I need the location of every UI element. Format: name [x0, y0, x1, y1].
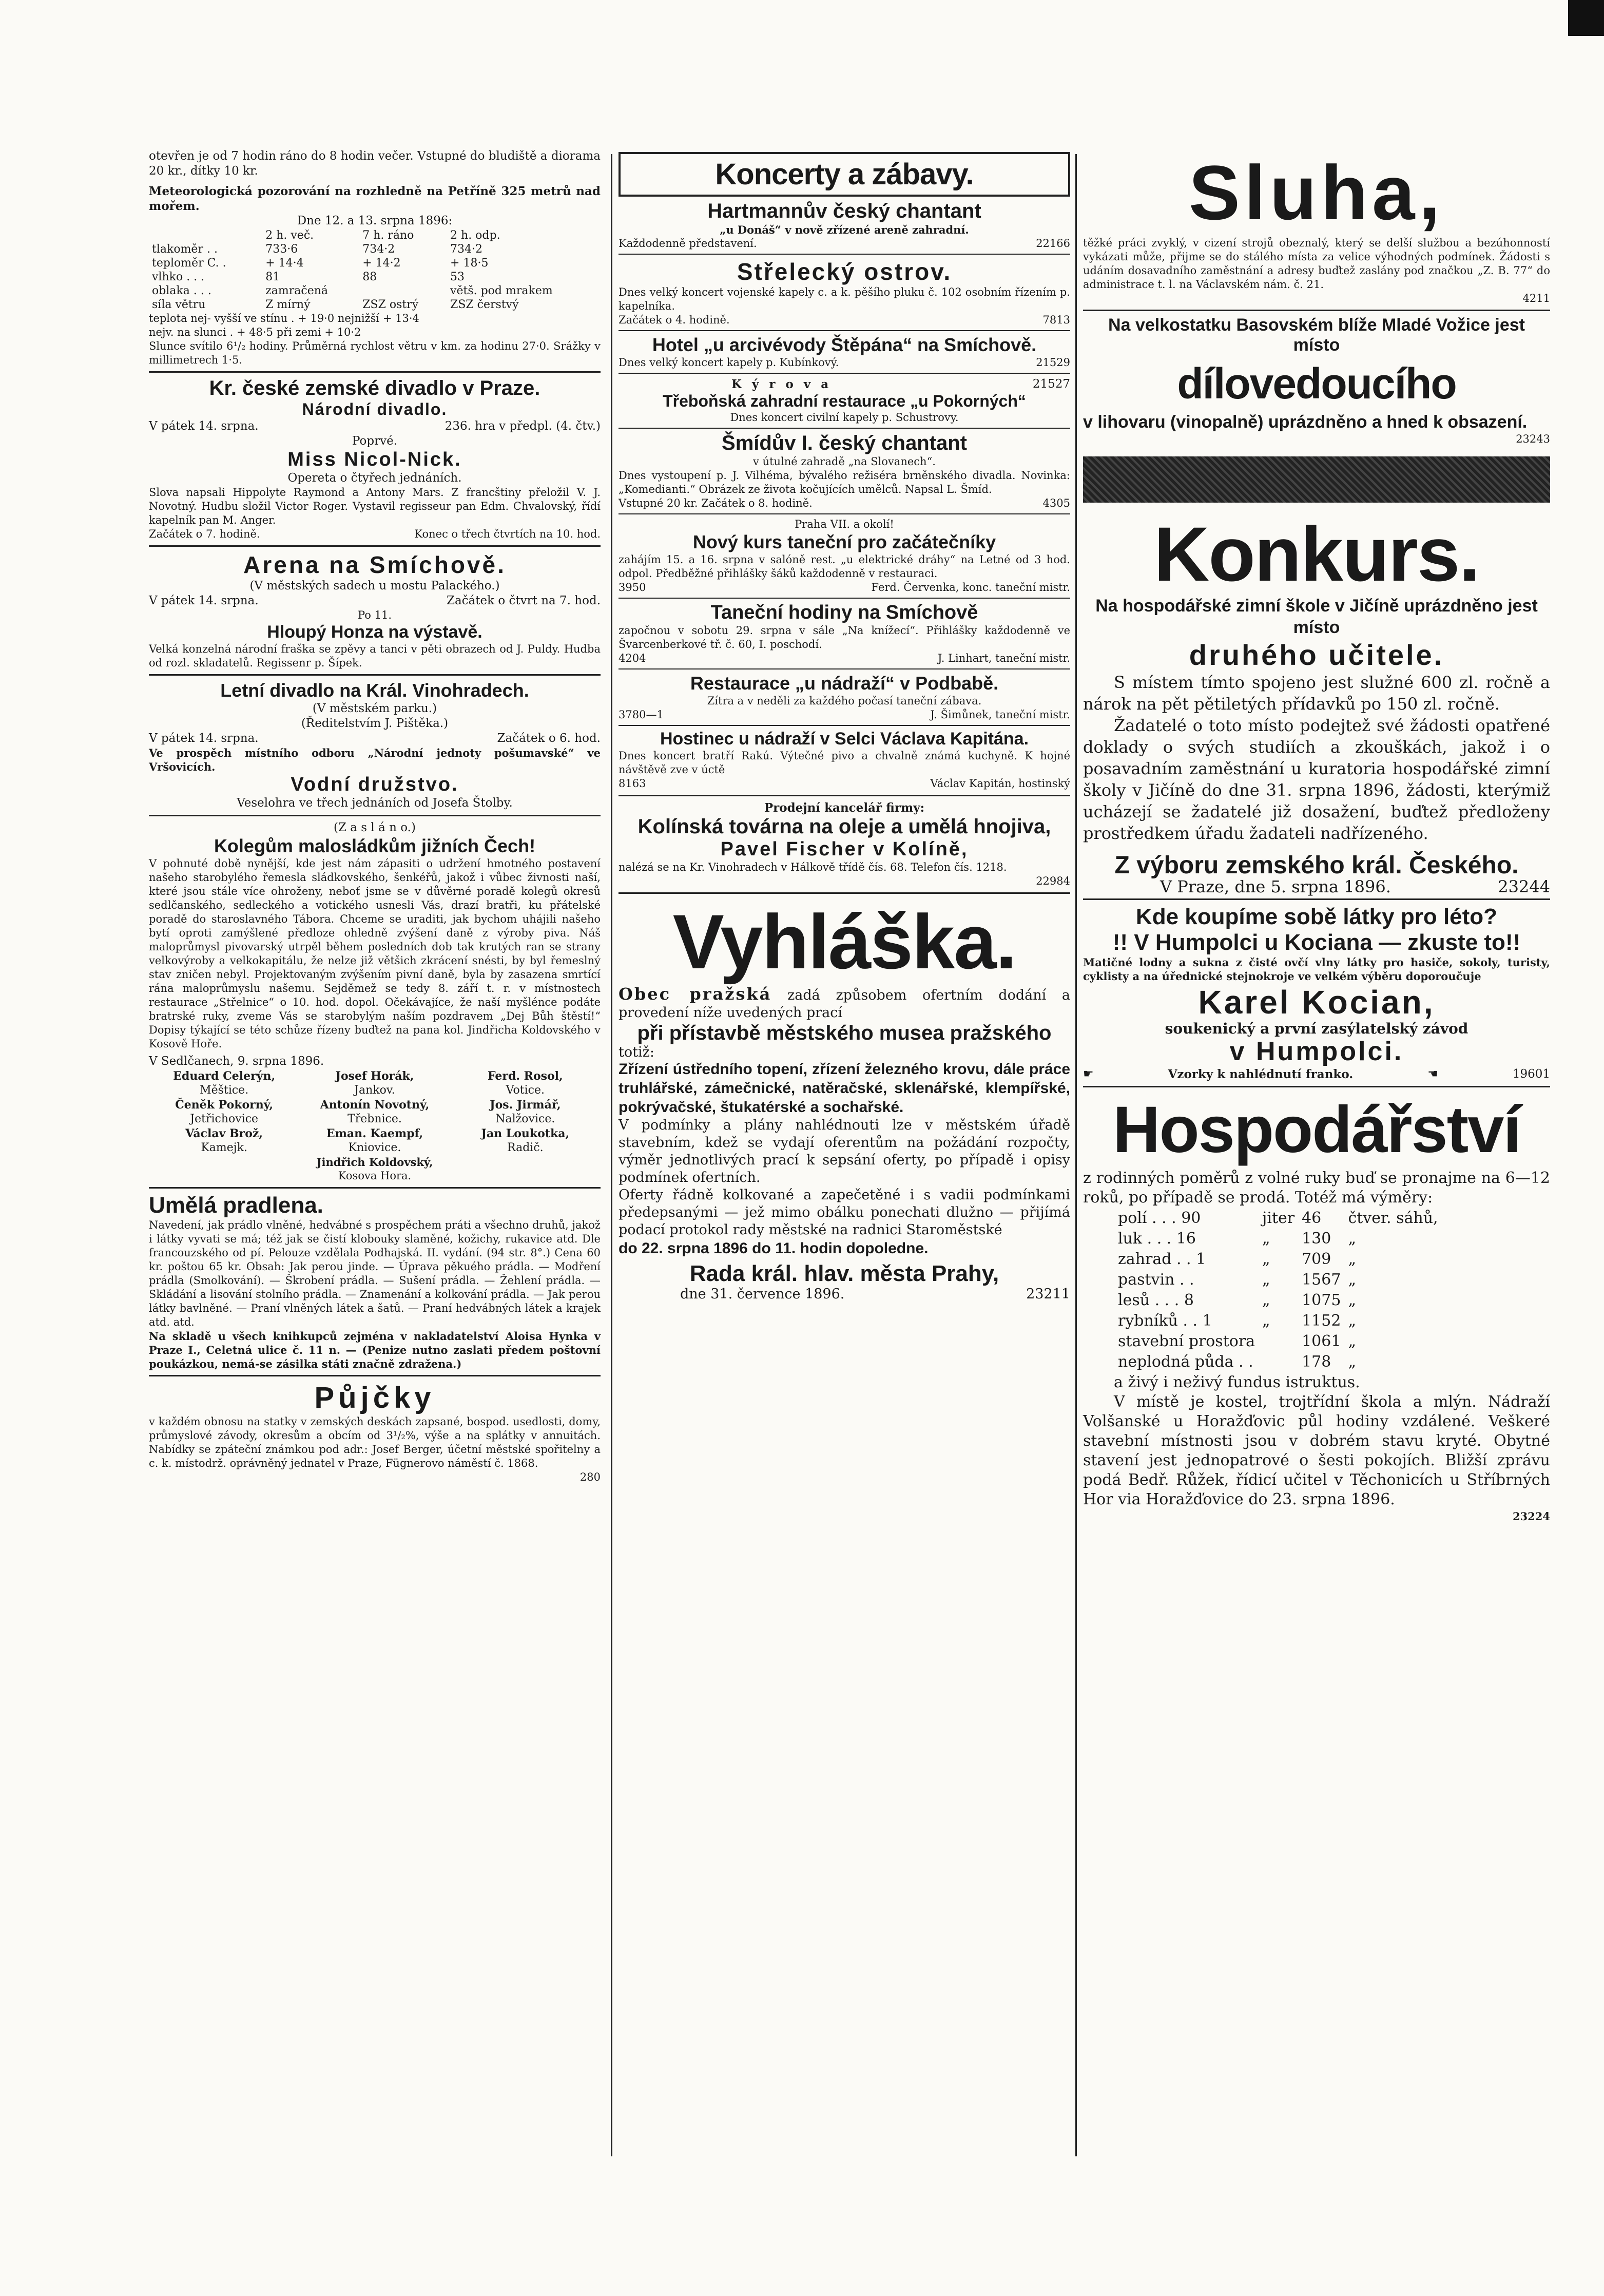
letni-note: Ve prospěch místního odboru „Národní jednoty pošumavské“ ve Vršovicích. [149, 747, 601, 773]
measure-cell: „ [1262, 1291, 1270, 1309]
measure-cell: 1152 [1302, 1312, 1341, 1330]
divider [619, 795, 1070, 796]
nadrazi-num: 3780—1 [619, 709, 664, 721]
divider [149, 815, 601, 816]
meteo-cell: 53 [450, 271, 465, 283]
pradlena-sale: Na skladě u všech knihkupců zejména v nakladatelství Aloisa Hynka v Praze I., Celetná ulice č. 11 n. — (Penize nutno zaslati předem poštovní poukázkou, nemá-se zásilka státi značně zdražena.) [149, 1330, 601, 1370]
hartmann-sub: „u Donáš“ v nově zřízené areně zahradní. [720, 223, 969, 236]
kyrova-title: K ý r o v a [731, 377, 832, 391]
column-rule [611, 154, 612, 2156]
signatory: Eman. Kaempf, [326, 1127, 423, 1140]
vyhlaska-totiz: totiž: [619, 1044, 654, 1060]
meteo-cell: síla větru [152, 298, 206, 311]
divider [619, 513, 1070, 514]
measure-row [1115, 1270, 1441, 1290]
konkurs-from: Z výboru zemského král. Českého. [1114, 852, 1519, 879]
column-right [1083, 149, 1550, 1523]
kolegum-body: V pohnuté době nynější, kde jest nám zápasiti o udržení hmotného postavení našeho starobylého řemesla sládkovského, šenkéřů, jakož i vůbec živnosti naší, které jsou stále více ohroženy, neboť jsme se v důvěrné poradě kolegů okresů sedlčanského, sedleckého a votického usnesli Vás, drazí bratři, ku přátelské poradě do staroslavného Tábora. Chceme se uraditi, jak bychom uhájili našeho bytí oproti zamýšlené předloze ohledně zvýšení daně z výroby piva. Náš maloprůmysl pivovarský utrpěl během posledních dob tak krutých ran se strany velkovýroby a velkokapitálu, že nelze již většich zkrácení snésti, by byl řemeslný stav zničen nebyl. Projektovaným zvýšením pivní daně, byla by zasazena smrtící rána maloprůmyslu našemu. Sejděmež se tedy 8. září t. r. v místnostech restaurace „Střelnice“ o 10. hod. dopol. Očekávajíce, že naší myšlénce podáte bratrské ruky, zveme Vás se starobylým naším pozdravem „Dej Bůh štěstí!“ Dopisy týkající se této schůze řízeny buďtež na pana kol. Jindřicha Koldovského v Kosově Hoře. [149, 857, 601, 1050]
letni-sub: (V městském parku.) [312, 702, 437, 715]
trebonska-body: Dnes koncert civilní kapely p. Schustrovy. [730, 411, 959, 424]
measure-cell: „ [1262, 1230, 1270, 1248]
hostinec-num: 8163 [619, 777, 646, 790]
meteo-row [149, 298, 601, 312]
measure-row [1115, 1332, 1441, 1351]
hosp-body: V místě je kostel, trojtřídní škola a mlýn. Nádraží Volšanské u Horažďovic půl hodiny vzdálené. Veškeré stavební místnosti jsou v dobrém stavu kryté. Obytné stavení jest jednopatrové o šesti pokojích. Bližší zprávu podá Bedř. Růžek, řídicí učitel v Těchonicích u Stříbrných Hor via Horažďovice do 23. srpna 1896. [1083, 1393, 1550, 1508]
signatory: Václav Brož, [185, 1127, 263, 1140]
tanecni-body: započnou v sobotu 29. srpna v sále „Na knížecí“. Přihlášky každodenně ve Švarcenberkové tř. č. 60, I. poschodí. [619, 624, 1070, 650]
signatory-place: Kniovice. [348, 1141, 401, 1154]
strelecky-body: Dnes velký koncert vojenské kapely c. a k. pěšího pluku č. 102 osobním řízením p. kapelníka. [619, 286, 1070, 312]
signatory-place: Jankov. [354, 1084, 395, 1097]
theatre-end: Konec o třech čtvrtích na 10. hod. [414, 528, 601, 540]
koncerty-banner [619, 152, 1070, 197]
meteo-shine: Slunce svítilo 6¹/₂ hodiny. Průměrná rychlost větru v km. za hodinu 27·0. Srážky v millimetrech 1·5. [149, 340, 601, 366]
signatory: Josef Horák, [335, 1069, 414, 1083]
kolin-title: Kolínská továrna na oleje a umělá hnojiva, [637, 815, 1051, 838]
vyhlaska-intro: zadá způsobem ofertním dodání a provedení níže uvedených prací [619, 987, 1071, 1021]
zaslano-label: (Z a s l á n o.) [334, 821, 416, 834]
measure-cell: 130 [1302, 1230, 1331, 1248]
letni-desc: Veselohra ve třech jednáních od Josefa Štolby. [237, 796, 513, 810]
measure-cell: „ [1262, 1250, 1270, 1268]
meteo-title: Meteorologická pozorování na rozhledně na Petříně 325 metrů nad mořem. [149, 184, 601, 213]
vyhlaska-rada: Rada král. hlav. města Prahy, [689, 1261, 999, 1286]
signatories-table [149, 1069, 601, 1155]
hostinec-sign: Václav Kapitán, hostinský [930, 777, 1070, 790]
theatre-credits: Slova napsali Hippolyte Raymond a Antony Mars. Z francštiny přeložil V. J. Novotný. Hudbu složil Victor Roger. Vystavil regisseur pan Edm. Chvalovský, řídí kapelník pan M. Anger. [149, 486, 601, 526]
vyhlaska-body2: Oferty řádně kolkované a zapečetěné i s vadii podmínkami předepsanými — jež mimo obálku ponechati dlužno — přijímá podací protokol rady městské na radnici Staroměstské [619, 1187, 1070, 1238]
lihovar-intro: Na velkostatku Basovském blíže Mladé Vožice jest místo [1108, 315, 1525, 355]
hartmann-title: Hartmannův český chantant [707, 200, 981, 222]
measure-cell: 46 [1302, 1209, 1322, 1227]
strelecky-start: Začátek o 4. hodině. [619, 314, 730, 326]
tanecni-sign: J. Linhart, taneční mistr. [937, 652, 1070, 664]
measure-cell: „ [1348, 1312, 1356, 1330]
measure-cell: „ [1348, 1250, 1356, 1268]
divider [149, 674, 601, 676]
divider [149, 371, 601, 373]
hotel-num: 21529 [1036, 356, 1070, 369]
signatory-place: Třebnice. [347, 1113, 402, 1125]
arena-po: Po 11. [358, 609, 392, 621]
konkurs-num: 23244 [1498, 877, 1550, 896]
kocian-firm: soukenický a první zasýlatelský závod [1165, 1020, 1468, 1037]
konkurs-intro: Na hospodářské zimní škole v Jičíně uprázdněno jest místo [1095, 596, 1538, 637]
meteo-header: 7 h. ráno [362, 229, 414, 242]
theatre-date: V pátek 14. srpna. [149, 419, 259, 433]
konkurs-post: druhého učitele. [1189, 639, 1444, 671]
meteo-dates: Dne 12. a 13. srpna 1896: [297, 214, 453, 227]
koncerty-title: Koncerty a zábavy. [715, 158, 974, 191]
kocian-name: Karel Kocian, [1198, 984, 1435, 1021]
measure-cell: „ [1262, 1312, 1270, 1330]
pujcky-body: v každém obnosu na statky v zemských deskách zapsané, bospod. usedlosti, domy, průmyslové závody, okresům a obcím od 3¹/₂%, výše a na splátky v annuitách. Nabídky se zpáteční známkou pod adr.: Josef Berger, účetní městské spořitelny a c. k. místodrž. oprávněný jednatel v Praze, Fügnerovo náměstí č. 1868. [149, 1415, 601, 1469]
meteo-cell: 734·2 [450, 243, 483, 256]
kocian-samples: Vzorky k nahlédnutí franko. [1168, 1067, 1354, 1081]
measure-row [1115, 1311, 1441, 1331]
vyhlaska-works: Zřízení ústředního topení, zřízení železného krovu, dále práce truhlářské, zámečnické, natěračské, sklenářské, klempířské, pokrývačské, štukatérské a sochařské. [619, 1061, 1070, 1116]
meteo-sun: nejv. na slunci . + 48·5 při zemi + 10·2 [149, 326, 361, 338]
meteo-cell: 88 [362, 271, 377, 283]
signatory-place: Nalžovice. [495, 1113, 555, 1125]
measure-cell: jiter [1262, 1209, 1295, 1227]
meteo-header: 2 h. več. [265, 229, 314, 242]
meteo-cell: oblaka . . . [152, 284, 211, 297]
meteo-cell: ZSZ čerstvý [450, 298, 519, 311]
signatory-place: Jetřichovice [190, 1113, 259, 1125]
hotel-body: Dnes velký koncert kapely p. Kubínkový. [619, 356, 839, 369]
letni-date: V pátek 14. srpna. [149, 732, 259, 745]
smid-body: Dnes vystoupení p. J. Vilhéma, bývalého režiséra brněnského divadla. Novinka: „Komedianti.“ Obrázek ze života kočujících umělců. Napsal L. Šmíd. [619, 469, 1070, 495]
meteo-row [149, 242, 601, 256]
kocian-body: Matičné lodny a sukna z čisté ovčí vlny látky pro hasiče, sokoly, turisty, cyklisty a na úřednické stejnokroje ve velkém výběru doporoučuje [1083, 956, 1550, 983]
hosp-num: 23224 [1512, 1510, 1550, 1523]
pointing-hand-icon: ☚ [1427, 1067, 1438, 1081]
kolin-firm: Pavel Fischer v Kolíně, [720, 838, 969, 860]
vyhlaska-obec: Obec pražská [619, 984, 772, 1004]
divider [619, 428, 1070, 429]
kurs-title: Nový kurs taneční pro začátečníky [692, 531, 996, 552]
hostinec-body: Dnes koncert bratří Rakú. Výtečné pivo a chvalně známá kuchyně. K hojné návštěvě zve v úctě [619, 750, 1070, 776]
measure-cell: 178 [1302, 1353, 1331, 1371]
hosp-inventar: a živý i neživý fundus istruktus. [1114, 1373, 1360, 1391]
divider [149, 1375, 601, 1376]
measure-cell: „ [1348, 1230, 1356, 1248]
hotel-title: Hotel „u arcivévody Štěpána“ na Smíchově. [652, 334, 1037, 355]
vyhlaska-body1: V podmínky a plány nahlédnouti lze v městském úřadě stavebním, kdež se vydají oferentům na požádání rozpočty, výměr jednotlivých prací k sepsání oferty, po případě i opisy podmínek ofertních. [619, 1117, 1070, 1185]
letni-title: Letní divadlo na Král. Vinohradech. [220, 680, 529, 701]
smid-num: 4305 [1042, 497, 1070, 509]
meteo-cell: větš. pod mrakem [450, 284, 553, 297]
meteo-header [149, 228, 262, 242]
meteo-cell: ZSZ ostrý [362, 298, 419, 311]
pradlena-title: Umělá pradlena. [149, 1193, 323, 1218]
measure-cell: 1567 [1302, 1271, 1341, 1289]
measure-row [1115, 1250, 1441, 1269]
theatre-title: Kr. české zemské divadlo v Praze. [209, 377, 540, 399]
column-rule [1075, 154, 1077, 2156]
measure-cell: pastvin . . [1118, 1271, 1194, 1289]
kolin-num: 22984 [1036, 875, 1070, 887]
meteo-row [149, 270, 601, 284]
meteo-cell: vlhko . . . [152, 271, 205, 283]
kurs-num: 3950 [619, 581, 646, 594]
meteo-cell: zamračená [265, 284, 328, 297]
meteo-cell: Z mírný [265, 298, 311, 311]
measure-cell [1259, 1352, 1298, 1372]
divider [619, 892, 1070, 894]
kocian-question: Kde koupíme sobě látky pro léto? [1135, 904, 1498, 929]
kolin-office: Prodejní kancelář firmy: [764, 801, 925, 815]
meteo-cell: + 18·5 [450, 257, 489, 270]
meteo-row [149, 256, 601, 270]
meteo-cell: 81 [265, 271, 280, 283]
column-left [149, 149, 601, 1484]
vyhlaska-heading: při přístavbě městského musea pražského [637, 1022, 1052, 1044]
divider [619, 254, 1070, 255]
smid-title: Šmídův I. český chantant [722, 432, 967, 454]
theatre-perf: 236. hra v předpl. (4. čtv.) [445, 419, 601, 433]
theatre-desc: Opereta o čtyřech jednáních. [287, 471, 462, 485]
konkurs-body2: Žadatelé o toto místo podejtež své žádosti opatřené doklady o svých studiích a zkouškách, jakož i o posavadním zaměstnání u kuratoria hospodářské zimní školy v Jičíně do dne 31. srpna 1896, žádosti, kterýmiž ucházejí se žadatelé již dosažení, buďtež předloženy prostředkem úřadu žadateli nadřízeného. [1083, 716, 1550, 843]
pradlena-body: Navedení, jak prádlo vlněné, hedvábné s prospěchem práti a všechno druhů, jakož i látky vyvati se má; též jak se čistí klobouky slaměné, kožichy, rukavice atd. Dle francouzského od pí. Pelouze vzdělala Podhajská. II. vydání. (94 str. 8°.) Cena 60 kr. poštou 65 kr. Obsah: Jak perou jinde. — Úprava pěkuého prádla. — Modření prádla (Smolkování). — Škrobení prádla. — Sušení prádla. — Žehlení prádla. — Skládání a lisování stolního prádla. — Znamenání a kolkování prádla. — Jak perou látky bavlněné. — Praní vlněných látek a šatů. — Praní hedvábných látek a krajek atd. atd. [149, 1219, 601, 1328]
kurs-addr: Praha VII. a okolí! [795, 518, 894, 530]
divider [149, 1187, 601, 1189]
divider [619, 330, 1070, 331]
kyrova-num: 21527 [1032, 377, 1070, 391]
signatory: Antonín Novotný, [320, 1098, 430, 1112]
konkurs-body1: S místem tímto spojeno jest služné 600 zl. ročně a nárok na pět pětiletých přídavků po 150 zl. ročně. [1083, 673, 1550, 714]
sluha-num: 4211 [1522, 292, 1550, 304]
signatory-place: Kamejk. [201, 1141, 247, 1154]
measure-cell: zahrad . . 1 [1118, 1250, 1206, 1268]
divider [1083, 898, 1550, 900]
measure-cell: lesů . . . 8 [1118, 1291, 1194, 1309]
vyhlaska-date: dne 31. července 1896. [680, 1286, 845, 1302]
measure-row [1115, 1352, 1441, 1372]
sluha-title: Sluha, [1188, 149, 1445, 236]
signatory: Ferd. Rosol, [487, 1069, 563, 1083]
theatre-play: Miss Nicol-Nick. [287, 449, 462, 470]
nadrazi-title: Restaurace „u nádraží“ v Podbabě. [690, 673, 999, 694]
theatre-sub: Národní divadlo. [302, 400, 448, 418]
meteo-table [149, 228, 601, 312]
arena-start: Začátek o čtvrt na 7. hod. [447, 594, 601, 607]
hosp-intro: z rodinných poměrů z volné ruky buď se pronajme na 6—12 roků, po případě se prodá. Totéž má výměry: [1083, 1169, 1550, 1207]
meteo-cell: 733·6 [265, 243, 298, 256]
signatory-place: Měštice. [200, 1084, 249, 1097]
kocian-city: v Humpolci. [1229, 1037, 1404, 1066]
measure-cell: 1061 [1302, 1332, 1341, 1350]
meteo-cell: tlakoměr . . [152, 243, 218, 256]
nadrazi-body: Zítra a v neděli za každého počasí taneční zábava. [707, 695, 982, 707]
measure-cell: neplodná půda . . [1118, 1353, 1253, 1371]
smid-entry: Vstupné 20 kr. Začátek o 8. hodině. [619, 497, 813, 509]
column-middle [619, 149, 1070, 1302]
vyhlaska-title: Vyhláška. [672, 898, 1016, 985]
measure-cell [1259, 1332, 1298, 1351]
signatory: Čeněk Pokorný, [175, 1098, 274, 1112]
signatory: Eduard Celerýn, [173, 1069, 276, 1083]
lihovar-title: dílovedoucího [1177, 359, 1456, 408]
theatre-premiere: Poprvé. [352, 434, 398, 448]
hartmann-line: Každodenně představení. [619, 237, 757, 250]
measure-cell: „ [1348, 1353, 1356, 1371]
measure-cell: „ [1348, 1332, 1356, 1350]
divider [1083, 1086, 1550, 1087]
kolin-addr: nalézá se na Kr. Vinohradech v Hálkově třídě čís. 68. Telefon čís. 1218. [619, 861, 1007, 873]
measure-cell: 709 [1302, 1250, 1331, 1268]
pujcky-title: Půjčky [314, 1381, 435, 1414]
measure-cell: „ [1262, 1271, 1270, 1289]
measure-cell: polí . . . 90 [1118, 1209, 1201, 1227]
measures-table [1114, 1208, 1442, 1373]
konkurs-title: Konkurs. [1153, 511, 1480, 597]
hartmann-num: 22166 [1036, 237, 1070, 250]
arena-title: Arena na Smíchově. [243, 551, 506, 578]
kolegum-place: V Sedlčanech, 9. srpna 1896. [149, 1055, 324, 1068]
kurs-body: zahájím 15. a 16. srpna v salóně rest. „u elektrické dráhy“ na Letné od 3 hod. odpol. Předběžné přihlášky šáků každodenně v restauraci. [619, 553, 1070, 580]
divider [619, 725, 1070, 726]
measure-cell: stavební prostora [1118, 1332, 1255, 1350]
corner-mark [1568, 0, 1604, 36]
measure-row [1115, 1229, 1441, 1249]
tanecni-title: Taneční hodiny na Smíchově [710, 602, 978, 623]
divider [619, 598, 1070, 599]
divider [619, 668, 1070, 669]
trebonska-title: Třeboňská zahradní restaurace „u Pokorných“ [663, 392, 1026, 410]
vyhlaska-deadline: do 22. srpna 1896 do 11. hodin dopoledne. [619, 1240, 929, 1257]
measure-cell: rybníků . . 1 [1118, 1312, 1212, 1330]
hostinec-title: Hostinec u nádraží v Selci Václava Kapitána. [660, 729, 1029, 749]
letni-play: Vodní družstvo. [291, 774, 459, 795]
meteo-cell: 734·2 [362, 243, 395, 256]
signatory-place: Votice. [506, 1084, 545, 1097]
divider [149, 545, 601, 547]
arena-date: V pátek 14. srpna. [149, 594, 259, 607]
meteo-cell: + 14·2 [362, 257, 401, 270]
sluha-body: těžké práci zvyklý, v cizení strojů obeznalý, který se delší službou a bezúhonností vykázati může, přijme se do stálého místa za velice výhodných podmínek. Žádosti s udáním dosavadního zaměstnání a adresy buďtež zaslány pod značkou „Z. B. 77“ do administrace t. l. na Václavském nám. č. 21. [1083, 237, 1550, 291]
arena-play: Hloupý Honza na výstavě. [267, 622, 482, 642]
measure-row [1115, 1209, 1441, 1228]
kurs-sign: Ferd. Červenka, konc. taneční mistr. [871, 581, 1070, 594]
arena-sub: (V městských sadech u mostu Palackého.) [249, 579, 500, 592]
arena-desc: Velká konzelná národní fraška se zpěvy a tanci v pěti obrazech od J. Puldy. Hudba od rozl. skladatelů. Regissenr p. Šípek. [149, 643, 601, 669]
signatory-place: Radič. [507, 1141, 544, 1154]
measure-cell: „ [1348, 1291, 1356, 1309]
smid-sub: v útulné zahradě „na Slovanech“. [753, 455, 936, 468]
measure-cell: 1075 [1302, 1291, 1341, 1309]
pujcky-num: 280 [579, 1471, 601, 1483]
measure-cell: luk . . . 16 [1118, 1230, 1196, 1248]
signatory: Jos. Jirmář, [490, 1098, 561, 1112]
kolegum-title: Kolegům malosládkům jižních Čech! [214, 835, 536, 856]
intro-text: otevřen je od 7 hodin ráno do 8 hodin večer. Vstupné do bludiště a diorama 20 kr., dítky 10 kr. [149, 149, 601, 178]
signatory-last: Jindřich Koldovský, [316, 1156, 433, 1169]
meteo-cell: teploměr C. . [152, 257, 226, 270]
measure-row [1115, 1291, 1441, 1310]
lihovar-num: 23243 [1516, 433, 1550, 445]
letni-dir: (Ředitelstvím J. Pištěka.) [301, 717, 449, 730]
nadrazi-sign: J. Šimůnek, taneční mistr. [930, 709, 1070, 721]
meteo-header: 2 h. odp. [450, 229, 500, 242]
measure-cell: „ [1348, 1271, 1356, 1289]
letni-start: Začátek o 6. hod. [497, 732, 601, 745]
meteo-row [149, 284, 601, 298]
meteo-temp: teplota nej- vyšší ve stínu . + 19·0 nejnižší + 13·4 [149, 312, 419, 324]
hosp-title: Hospodářství [1113, 1093, 1520, 1166]
strelecky-num: 7813 [1042, 314, 1070, 326]
theatre-start: Začátek o 7. hodině. [149, 528, 260, 540]
meteo-cell: + 14·4 [265, 257, 304, 270]
meteo-cell [359, 284, 447, 298]
tanecni-num: 4204 [619, 652, 646, 664]
measure-cell: čtver. sáhů, [1348, 1209, 1438, 1227]
strelecky-title: Střelecký ostrov. [737, 258, 952, 285]
signatory-last-place: Kosova Hora. [338, 1170, 412, 1182]
kocian-answer: !! V Humpolci u Kociana — zkuste to!! [1112, 930, 1521, 955]
ornament-bar [1083, 456, 1550, 503]
pointing-hand-icon: ☛ [1083, 1067, 1094, 1081]
vyhlaska-num: 23211 [1026, 1286, 1070, 1302]
signatory: Jan Loukotka, [481, 1127, 570, 1140]
divider [1083, 310, 1550, 311]
kocian-num: 19601 [1512, 1067, 1550, 1081]
konkurs-date: V Praze, dne 5. srpna 1896. [1160, 877, 1391, 896]
divider [619, 373, 1070, 374]
lihovar-body: v lihovaru (vinopalně) uprázdněno a hned k obsazení. [1083, 412, 1528, 432]
